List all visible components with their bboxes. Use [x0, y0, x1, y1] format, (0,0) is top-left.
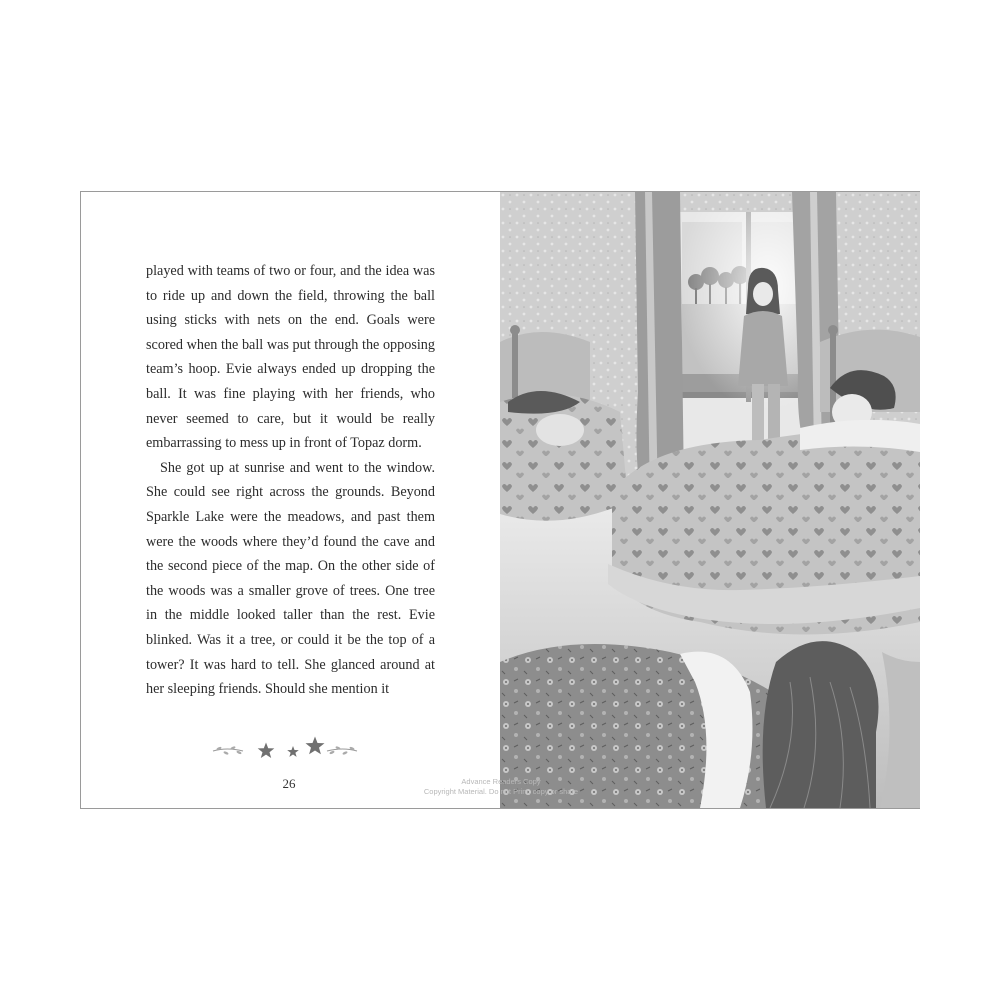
page-number: 26: [282, 776, 296, 791]
paragraph-1: played with teams of two or four, and the idea was to ride up and down the field, throwing the ball using sticks with nets on the end. Goals were scored when the ball was put through the opposing team’s hoop. Evie always ended up dropping the ball. It was fine playing with her friends, who never seemed to care, but it would be really embarrassing to mess up in front of Topaz dorm.: [146, 263, 435, 452]
book-spread: [80, 191, 920, 809]
paragraph-2: She got up at sunrise and went to the window. She could see right across the grounds. Beyond Sparkle Lake were the meadows, and past them were the woods where they’d found the cave and the second piece of the map. On the other side of the woods was a smaller grove of trees. One tree in the middle looked taller than the rest. Evie blinked. Was it a tree, or could it be the top of a tower? It was hard to tell. She glanced around at her sleeping friends. Should she mention it: [146, 459, 435, 698]
watermark-line-1: Advance Readers Copy: [461, 777, 541, 786]
star-divider-icon: [209, 735, 361, 761]
bedroom-sunrise-illustration-icon: [500, 192, 920, 808]
text-page: [81, 192, 500, 808]
watermark: [381, 777, 621, 797]
watermark-line-2: Copyright Material. Do not Print, copy or share: [423, 787, 579, 796]
body-text: [146, 259, 435, 702]
